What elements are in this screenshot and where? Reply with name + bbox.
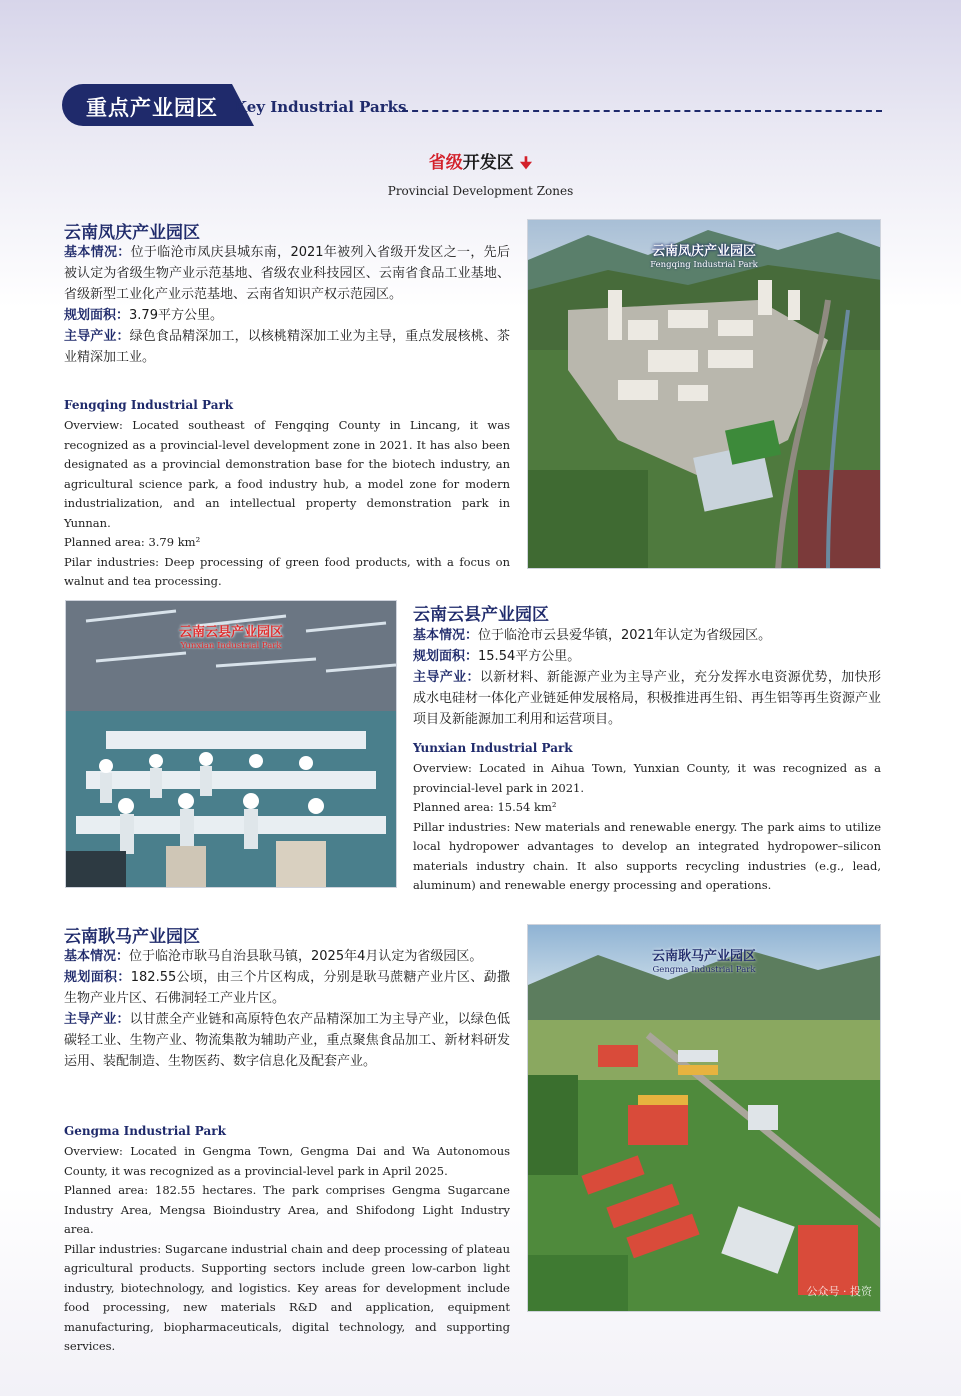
text-basic: 位于临沧市凤庆县城东南，2021年被列入省级开发区之一，先后被认定为省级生物产业示范基地、省级农业科技园区、云南省食品工业基地、省级新型工业化产业示范基地、云南省知识产权示范园区。 [64, 245, 510, 302]
text-industry: 以甘蔗全产业链和高原特色农产品精深加工为主导产业，以绿色低碳轻工业、生物产业、物流集散为辅助产业，重点聚焦食品加工、新材料研发运用、装配制造、生物医药、数字信息化及配套产业。 [64, 1012, 510, 1069]
en-overview: Overview: Located southeast of Fengqing County in Lincang, it was recognized as a provincial-level development zone in 2021. It has also been designated as a provincial demonstration base for the biotech industry, an agricultural science park, a food industry hub, a model zone for modern industrialization, and an intellectual property demonstration park in Yunnan. [64, 418, 510, 530]
photo-caption-gengma [528, 945, 880, 975]
header-title-en: Key Industrial Parks [234, 98, 407, 116]
aerial-park-image [528, 925, 881, 1312]
label-industry: 主导产业： [64, 1012, 130, 1027]
page-header [62, 82, 882, 126]
park-en-title-fengqing: Fengqing Industrial Park [64, 398, 234, 412]
label-basic: 基本情况： [64, 949, 130, 964]
en-industry: Pillar industries: Sugarcane industrial chain and deep processing of plateau agricultural products. Supporting sectors include green low-carbon light industry, biotechnology, and logistics. Key areas for development include food processing, new materials R&D and application, equipment manufacturing, biopharmaceuticals, digital technology, and supporting services. [64, 1241, 510, 1353]
text-industry: 以新材料、新能源产业为主导产业，充分发挥水电资源优势，加快形成水电硅材一体化产业链延伸发展格局，积极推进再生铅、再生铝等再生资源产业项目及新能源加工利用和运营项目。 [413, 670, 882, 727]
section-title-en: Provincial Development Zones [387, 184, 574, 198]
photo-fengqing-aerial [527, 219, 881, 569]
park-cn-body-yunxian [413, 625, 881, 730]
label-area: 规划面积： [413, 649, 479, 664]
photo-caption-en: Yunxian Industrial Park [180, 641, 282, 651]
photo-yunxian-factory [65, 600, 397, 888]
park-en-body-yunxian [413, 759, 881, 896]
park-cn-body-gengma [64, 946, 510, 1072]
park-cn-body-fengqing [64, 242, 510, 368]
label-basic: 基本情况： [413, 628, 479, 643]
label-industry: 主导产业： [413, 670, 480, 685]
en-overview: Overview: Located in Gengma Town, Gengma Dai and Wa Autonomous County, it was recognized as a provincial-level park in April 2025. [64, 1144, 510, 1178]
label-basic: 基本情况： [64, 245, 131, 260]
en-area: Planned area: 15.54 km² [413, 800, 557, 814]
photo-caption-en: Gengma Industrial Park [652, 965, 756, 975]
photo-caption-yunxian [66, 621, 396, 651]
park-title-fengqing: 云南凤庆产业园区 [64, 223, 200, 243]
text-basic: 位于临沧市耿马自治县耿马镇，2025年4月认定为省级园区。 [129, 949, 483, 964]
en-area: Planned area: 182.55 hectares. The park comprises Gengma Sugarcane Industry Area, Mengsa Bioindustry Area, and Shifodong Light Industry area. [64, 1183, 510, 1236]
en-industry: Pilar industries: Deep processing of green food products, with a focus on walnut and tea processing. [64, 554, 510, 588]
en-overview: Overview: Located in Aihua Town, Yunxian County, it was recognized as a provincial-level park in 2021. [413, 761, 881, 795]
photo-caption-cn: 云南凤庆产业园区 [651, 244, 756, 259]
park-title-gengma: 云南耿马产业园区 [64, 927, 200, 947]
park-en-body-gengma [64, 1142, 510, 1357]
en-area: Planned area: 3.79 km² [64, 535, 201, 549]
text-area: 3.79平方公里。 [129, 308, 223, 323]
aerial-town-image [528, 220, 881, 569]
park-title-yunxian: 云南云县产业园区 [413, 605, 549, 625]
label-area: 规划面积： [64, 970, 131, 985]
section-title-black: 开发区 [462, 153, 514, 173]
en-industry: Pillar industries: New materials and renewable energy. The park aims to utilize local hydropower advantages to develop an integrated hydropower–silicon materials industry chain. It also supports recycling industries (e.g., lead, aluminum) and renewable energy processing and operations. [413, 819, 881, 892]
photo-caption-fengqing [528, 240, 880, 270]
text-basic: 位于临沧市云县爱华镇，2021年认定为省级园区。 [478, 628, 772, 643]
section-title-cn [0, 148, 961, 178]
arrow-down-icon: 🠋 [519, 154, 533, 172]
park-en-body-fengqing [64, 416, 510, 592]
header-title-cn: 重点产业园区 [86, 96, 218, 120]
text-area: 15.54平方公里。 [478, 649, 581, 664]
photo-caption-cn: 云南耿马产业园区 [651, 949, 756, 964]
photo-caption-en: Fengqing Industrial Park [650, 260, 758, 270]
section-title-red: 省级 [428, 153, 463, 173]
photo-caption-cn: 云南云县产业园区 [178, 625, 283, 640]
label-industry: 主导产业： [64, 329, 130, 344]
label-area: 规划面积： [64, 308, 130, 323]
section-title [0, 148, 961, 198]
photo-gengma-aerial [527, 924, 881, 1312]
park-en-title-gengma: Gengma Industrial Park [64, 1124, 226, 1138]
park-en-title-yunxian: Yunxian Industrial Park [413, 741, 573, 755]
header-dashed-divider [402, 110, 882, 112]
text-area: 182.55公顷，由三个片区构成，分别是耿马蔗糖产业片区、勐撒生物产业片区、石佛洞轻工产业片区。 [64, 970, 510, 1006]
watermark-text: 公众号 · 投资 [806, 1285, 872, 1298]
text-industry: 绿色食品精深加工，以核桃精深加工业为主导，重点发展核桃、茶业精深加工业。 [64, 329, 510, 365]
